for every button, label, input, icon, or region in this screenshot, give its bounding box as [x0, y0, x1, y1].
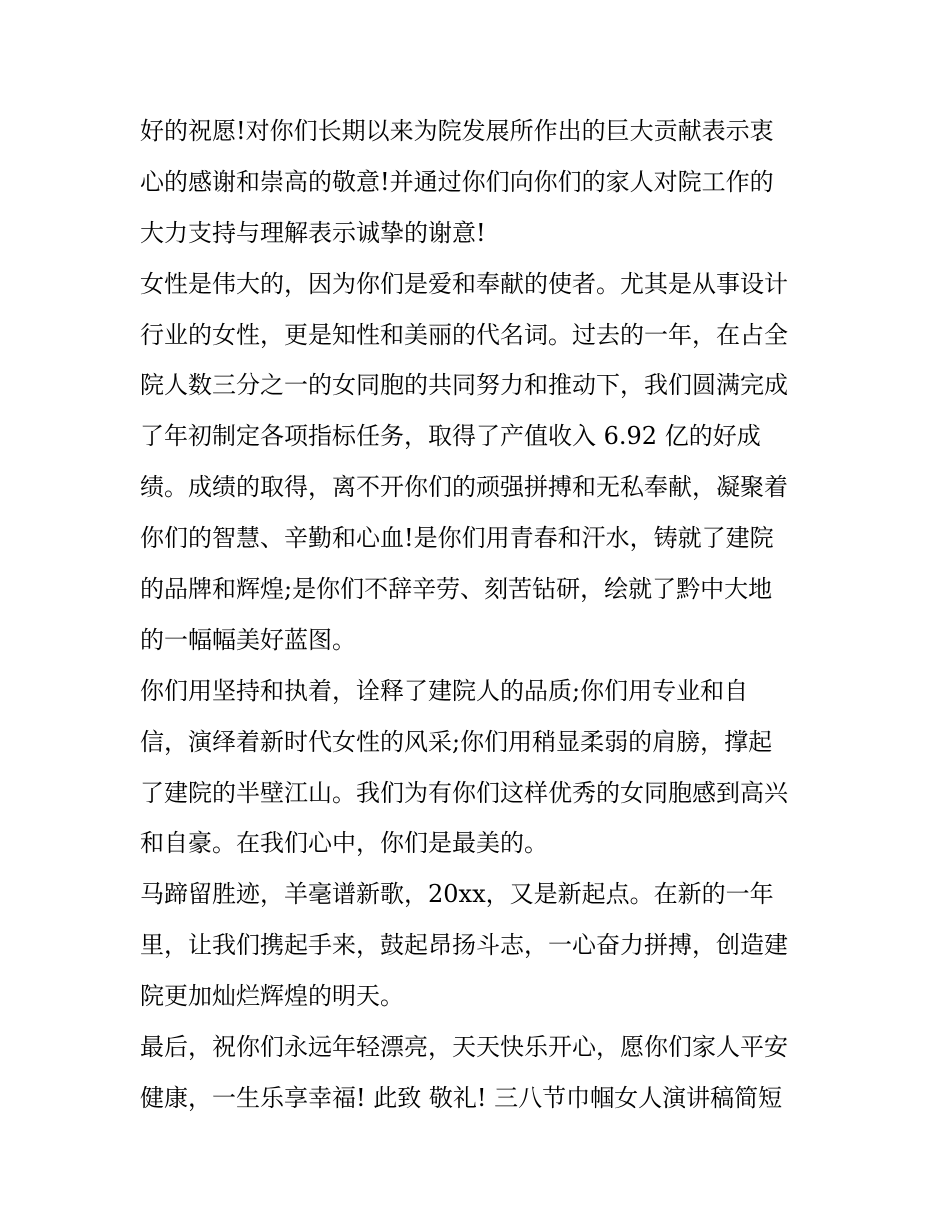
text-line: 好的祝愿!对你们长期以来为院发展所作出的巨大贡献表示衷 [140, 117, 774, 145]
text-line: 你们用坚持和执着，诠释了建院人的品质;你们用专业和自 [140, 676, 749, 705]
text-line: 了建院的半壁江山。我们为有你们这样优秀的女同胞感到高兴 [140, 778, 788, 807]
text-line: 的品牌和辉煌;是你们不辞辛劳、刻苦钻研，绘就了黔中大地 [140, 575, 773, 604]
text-line: 女性是伟大的，因为你们是爱和奉献的使者。尤其是从事设计 [140, 269, 788, 298]
text-line: 院人数三分之一的女同胞的共同努力和推动下，我们圆满完成 [140, 371, 788, 400]
text-line: 里，让我们携起手来，鼓起昂扬斗志，一心奋力拼搏，创造建 [140, 931, 788, 960]
text-line: 绩。成绩的取得，离不开你们的顽强拼搏和无私奉献，凝聚着 [140, 473, 788, 502]
text-line: 马蹄留胜迹，羊毫谱新歌，20xx，又是新起点。在新的一年 [140, 880, 774, 909]
text-line: 健康，一生乐享幸福! 此致 敬礼! 三八节巾帼女人演讲稿简短 [140, 1083, 783, 1112]
text-line: 心的感谢和崇高的敬意!并通过你们向你们的家人对院工作的 [140, 167, 774, 196]
text-line: 了年初制定各项指标任务，取得了产值收入 6.92 亿的好成 [140, 422, 761, 451]
text-line: 最后，祝你们永远年轻漂亮，天天快乐开心，愿你们家人平安 [140, 1033, 788, 1062]
document-body [140, 106, 830, 1124]
text-line: 的一幅幅美好蓝图。 [140, 625, 356, 654]
text-line: 院更加灿烂辉煌的明天。 [140, 982, 404, 1011]
text-line: 你们的智慧、辛勤和心血!是你们用青春和汗水，铸就了建院 [140, 524, 774, 553]
text-line: 信，演绎着新时代女性的风采;你们用稍显柔弱的肩膀，撑起 [140, 727, 773, 756]
text-line: 大力支持与理解表示诚挚的谢意! [140, 218, 486, 247]
text-line: 和自豪。在我们心中，你们是最美的。 [140, 829, 548, 858]
text-line: 行业的女性，更是知性和美丽的代名词。过去的一年，在占全 [140, 320, 788, 349]
